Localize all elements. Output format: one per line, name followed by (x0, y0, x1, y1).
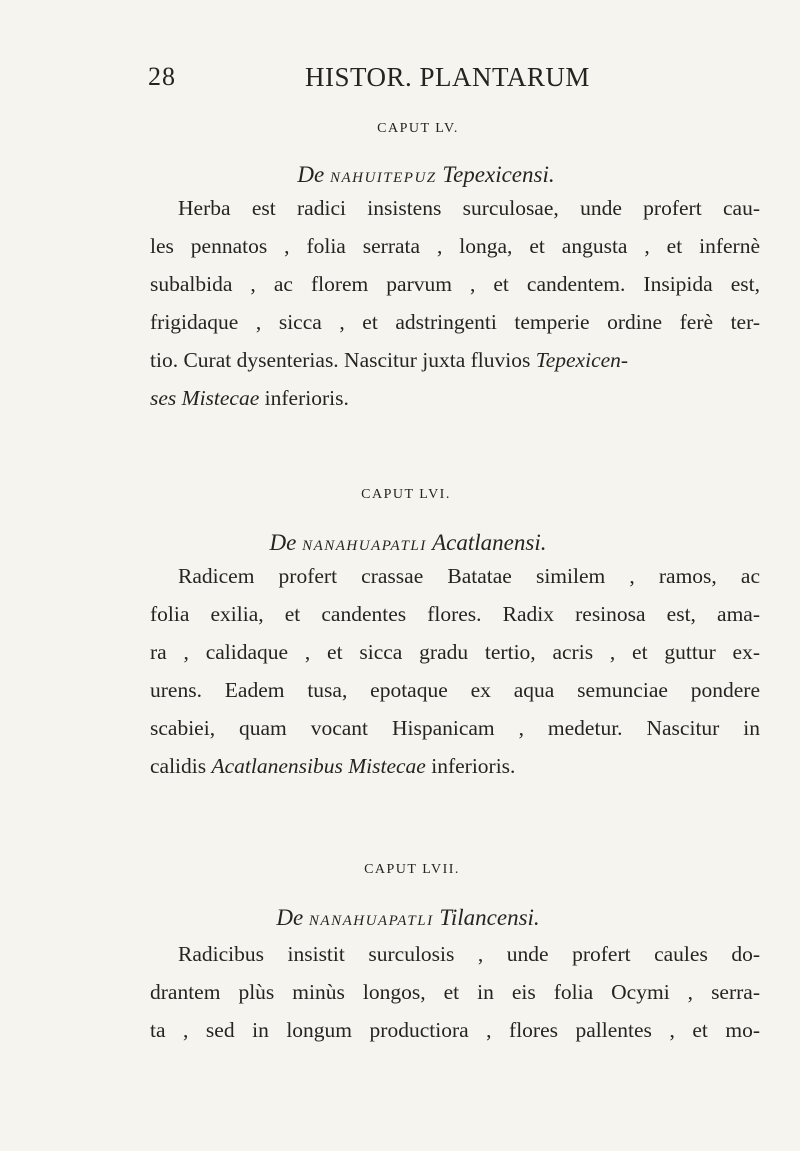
plant-name: NANAHUAPATLI (308, 913, 434, 929)
heading-prefix: De (276, 905, 304, 930)
text-line (150, 754, 515, 779)
page-number: 28 (148, 62, 176, 91)
text-line (150, 386, 349, 411)
text-line: Radicem profert crassae Batatae similem , ramos, ac (178, 564, 760, 588)
text-line: les pennatos , folia serrata , longa, et angusta , et infernè (150, 234, 760, 258)
heading-prefix: De (269, 530, 297, 555)
text-line: Radicibus insistit surculosis , unde profert caules do- (178, 942, 760, 966)
text-line (150, 348, 628, 373)
heading-prefix: De (297, 162, 325, 187)
text-line: frigidaque , sicca , et adstringenti temperie ordine ferè ter- (150, 310, 760, 334)
italic-place: Acatlanensibus (211, 754, 343, 778)
plant-name: NANAHUAPATLI (302, 538, 427, 554)
chapter-number: CAPUT LVII. (364, 862, 460, 877)
text-run: tio. Curat dysenterias. Nascitur juxta fluvios (150, 348, 531, 372)
text-line: ta , sed in longum productiora , flores pallentes , et mo- (150, 1018, 760, 1042)
heading-place: Acatlanensi. (432, 530, 547, 555)
plant-name: NAHUITEPUZ (329, 170, 437, 186)
running-head (0, 62, 800, 102)
text-run: calidis (150, 754, 207, 778)
running-title: HISTOR. PLANTARUM (305, 62, 590, 92)
italic-word: ses (150, 386, 177, 410)
text-line: urens. Eadem tusa, epotaque ex aqua semunciae pondere (150, 678, 760, 702)
italic-place: Mistecae (181, 386, 260, 410)
text-line: folia exilia, et candentes flores. Radix resinosa est, ama- (150, 602, 760, 626)
italic-place: Mistecae (348, 754, 426, 778)
text-line: drantem plùs minùs longos, et in eis folia Ocymi , serra- (150, 980, 760, 1004)
chapter-number: CAPUT LV. (377, 121, 459, 136)
text-line: subalbida , ac florem parvum , et candentem. Insipida est, (150, 272, 760, 296)
text-line: Herba est radici insistens surculosae, unde profert cau- (178, 196, 760, 220)
chapter-heading (26, 162, 800, 188)
text-run: inferioris. (431, 754, 516, 778)
heading-place: Tilancensi. (439, 905, 540, 930)
chapter-heading (8, 905, 800, 931)
text-run: inferioris. (264, 386, 349, 410)
italic-place: Tepexicen- (535, 348, 629, 372)
text-line: ra , calidaque , et sicca gradu tertio, acris , et guttur ex- (150, 640, 760, 664)
chapter-heading (8, 530, 800, 556)
heading-place: Tepexicensi. (442, 162, 555, 187)
text-line: scabiei, quam vocant Hispanicam , medetur. Nascitur in (150, 716, 760, 740)
chapter-number: CAPUT LVI. (361, 487, 451, 502)
